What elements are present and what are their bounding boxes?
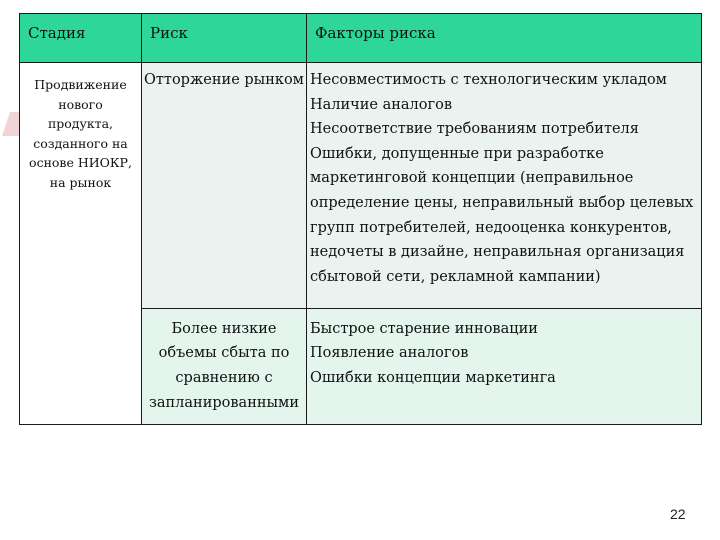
- factor-item: Несоответствие требованиям потребителя: [310, 121, 639, 138]
- stage-text: Продвижение нового продукта, созданного на основе НИОКР, на рынок: [29, 77, 132, 190]
- factor-item: Быстрое старение инновации: [310, 320, 538, 337]
- factor-item: Ошибки, допущенные при разработке маркетинговой концепции (неправильное определение цены, неправильный выбор целевых групп потребителей, недооценка конкурентов, недочеты в дизайне, неправильная организация сбытовой сети, рекламной кампании): [310, 145, 694, 285]
- factor-item: Появление аналогов: [310, 345, 469, 362]
- table-row: [20, 63, 702, 309]
- header-factors: Факторы риска: [307, 14, 702, 63]
- factors-cell: [307, 308, 702, 424]
- factors-list: [309, 63, 701, 289]
- risk-text: Более низкие объемы сбыта по сравнению с запланированными: [148, 320, 300, 411]
- page-number: 22: [670, 506, 686, 522]
- risk-table: [19, 13, 702, 425]
- factor-item: Наличие аналогов: [310, 96, 452, 113]
- factor-item: Несовместимость с технологическим укладом: [310, 72, 667, 88]
- header-risk: Риск: [142, 14, 307, 63]
- risk-cell: [142, 308, 307, 424]
- factor-item: Ошибки концепции маркетинга: [310, 370, 556, 387]
- risk-cell: [142, 63, 307, 309]
- table-header-row: [20, 14, 702, 63]
- risk-text: Отторжение рынком: [144, 72, 304, 88]
- header-stage: Стадия: [20, 14, 142, 63]
- factors-cell: [307, 63, 702, 309]
- factors-list: [309, 309, 701, 391]
- stage-cell: [20, 63, 142, 425]
